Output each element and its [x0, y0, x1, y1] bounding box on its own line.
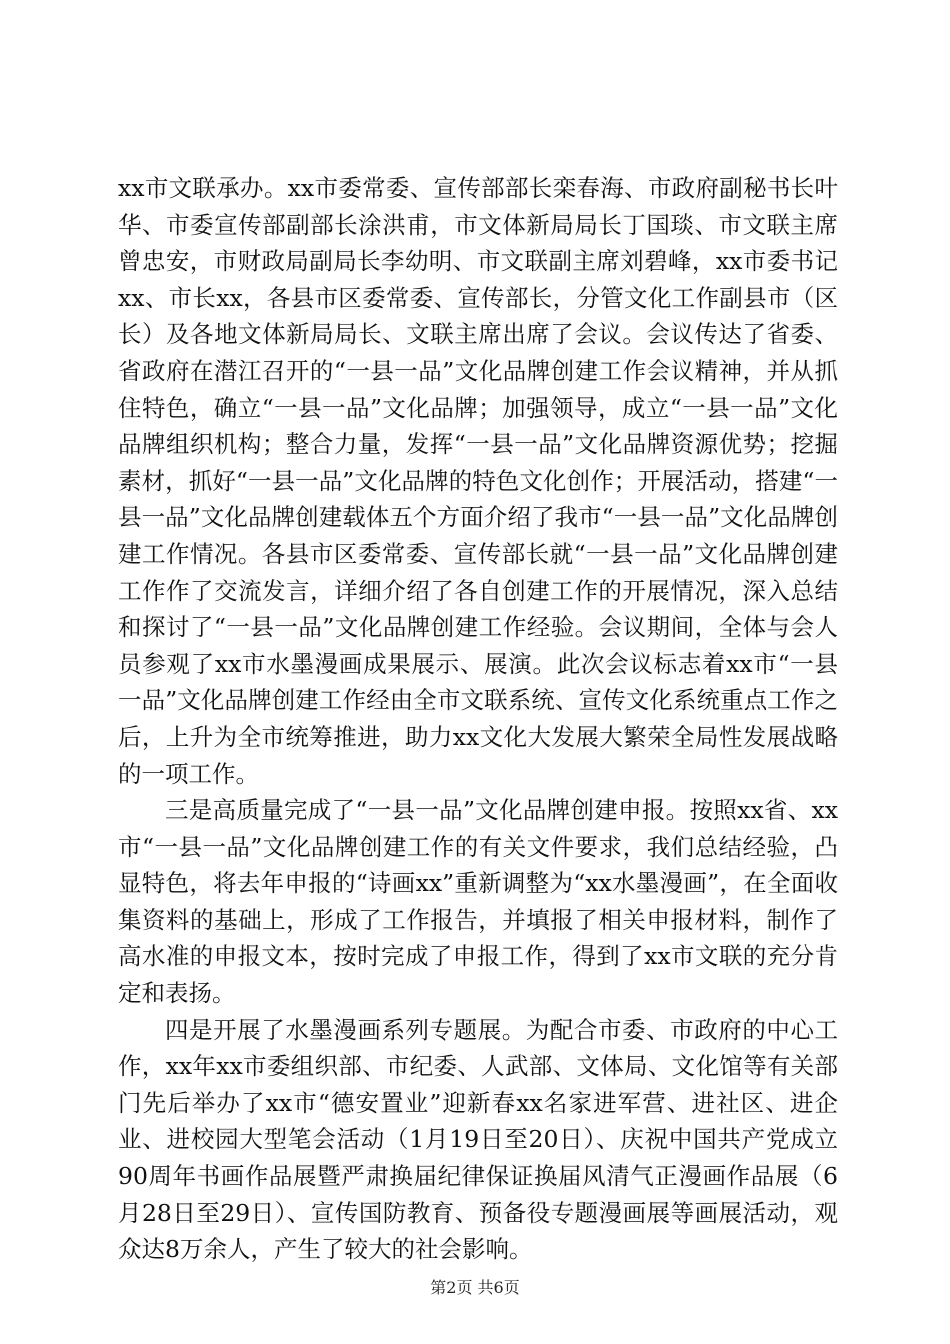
page-number: 第2页 共6页: [430, 1278, 520, 1297]
page-footer: [0, 1278, 950, 1298]
paragraph-item-three: 三是高质量完成了“一县一品”文化品牌创建申报。按照xx省、xx市“一县一品”文化品牌创建工作的有关文件要求，我们总结经验，凸显特色，将去年申报的“诗画xx”重新调整为“xx水墨漫画”，在全面收集资料的基础上，形成了工作报告，并填报了相关申报材料，制作了高水准的申报文本，按时完成了申报工作，得到了xx市文联的充分肯定和表扬。: [118, 796, 838, 1008]
paragraph-continuation: xx市文联承办。xx市委常委、宣传部部长栾春海、市政府副秘书长叶华、市委宣传部副部长涂洪甫，市文体新局局长丁国琰、市文联主席曾忠安，市财政局副局长李幼明、市文联副主席刘碧峰，xx市委书记xx、市长xx，各县市区委常委、宣传部长，分管文化工作副县市（区长）及各地文体新局局长、文联主席出席了会议。会议传达了省委、省政府在潜江召开的“一县一品”文化品牌创建工作会议精神，并从抓住特色，确立“一县一品”文化品牌；加强领导，成立“一县一品”文化品牌组织机构；整合力量，发挥“一县一品”文化品牌资源优势；挖掘素材，抓好“一县一品”文化品牌的特色文化创作；开展活动，搭建“一县一品”文化品牌创建载体五个方面介绍了我市“一县一品”文化品牌创建工作情况。各县市区委常委、宣传部长就“一县一品”文化品牌创建工作作了交流发言，详细介绍了各自创建工作的开展情况，深入总结和探讨了“一县一品”文化品牌创建工作经验。会议期间，全体与会人员参观了xx市水墨漫画成果展示、展演。此次会议标志着xx市“一县一品”文化品牌创建工作经由全市文联系统、宣传文化系统重点工作之后，上升为全市统筹推进，助力xx文化大发展大繁荣全局性发展战略的一项工作。: [118, 174, 838, 788]
document-body: [118, 170, 838, 1268]
paragraph-item-four: 四是开展了水墨漫画系列专题展。为配合市委、市政府的中心工作，xx年xx市委组织部、市纪委、人武部、文体局、文化馆等有关部门先后举办了xx市“德安置业”迎新春xx名家进军营、进社区、进企业、进校园大型笔会活动（1月19日至20日）、庆祝中国共产党成立90周年书画作品展暨严肃换届纪律保证换届风清气正漫画作品展（6月28日至29日）、宣传国防教育、预备役专题漫画展等画展活动，观众达8万余人，产生了较大的社会影响。: [118, 1015, 838, 1264]
